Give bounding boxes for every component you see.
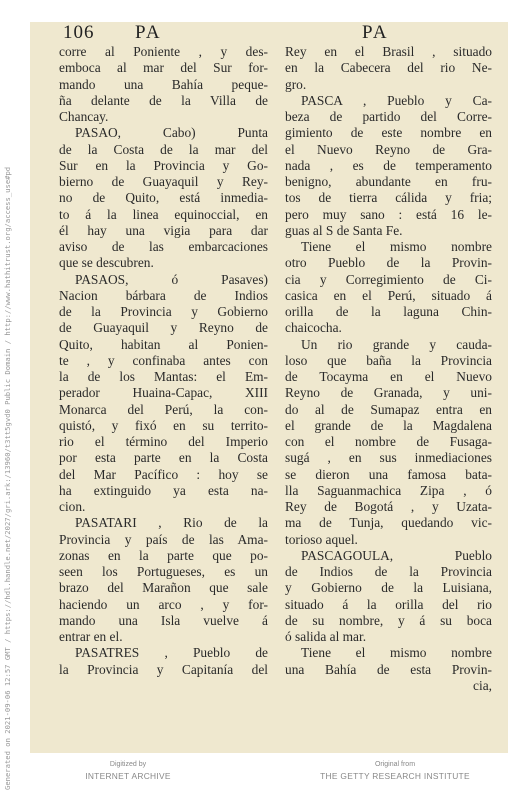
text-line: entrar en el. (59, 629, 123, 644)
text-line: quistó, y fixó en su territo- (59, 417, 268, 433)
text-line: PASAO, Cabo) Punta (75, 125, 268, 141)
text-line: PASATRES , Pueblo de (75, 645, 268, 661)
text-line: emboca al mar del Sur for- (59, 60, 268, 76)
text-line: do al de Sumapaz entra en (285, 401, 492, 417)
text-line: PASATARI , Rio de la (75, 515, 268, 531)
text-line: por esta parte en la Costa (59, 450, 268, 466)
hathitrust-sidebar (2, 166, 30, 790)
footer (0, 760, 510, 800)
text-line: de la Costa de la mar del (59, 141, 268, 157)
text-line: gimiento de este nombre en (285, 125, 492, 141)
text-line: él hay una vigia para dar (59, 222, 268, 238)
text-line: PASCAGOULA, Pueblo (301, 547, 492, 563)
text-line: guas al S de Santa Fe. (285, 222, 403, 238)
text-line: no de Quito, está inmedia- (59, 190, 268, 206)
text-line: una Bahía de esta Provin- (285, 661, 492, 677)
text-line: cia y Corregimiento de Ci- (285, 271, 492, 287)
text-line: cion. (59, 499, 86, 514)
text-line: aviso de las embarcaciones (59, 239, 268, 254)
text-line: con el nombre de Fusaga- (285, 434, 492, 449)
text-line: rio el término del Imperio (59, 434, 268, 449)
text-line: Tiene el mismo nombre (301, 239, 492, 254)
text-line: torioso aquel. (285, 531, 358, 547)
text-line: orilla de la laguna Chin- (285, 304, 492, 319)
text-line: y Gobierno de la Luisiana, (285, 580, 492, 596)
text-line: Un rio grande y cauda- (301, 336, 492, 352)
text-line: gro. (285, 76, 307, 92)
internet-archive-label: INTERNET ARCHIVE (85, 771, 171, 781)
text-line: nada , es de temperamento (285, 157, 492, 173)
right-column (285, 44, 492, 694)
text-line: loso que baña la Provincia (285, 352, 492, 368)
page-number: 106 (63, 22, 95, 43)
text-line: Tiene el mismo nombre (301, 645, 492, 661)
digitized-by-block (78, 760, 178, 782)
text-line: el grande de la Magdalena (285, 417, 492, 433)
text-line: se dieron una famosa bata- (285, 466, 492, 482)
text-line: el Nuevo Reyno de Gra- (285, 141, 492, 157)
text-line: de la Provincia y Gobierno (59, 304, 268, 319)
text-line: ña delante de la Villa de (59, 92, 268, 108)
text-line: te , y confinaba antes con (59, 352, 268, 368)
text-line: ma de Tunja, quedando vic- (285, 515, 492, 531)
text-line: pero muy sano : está 16 le- (285, 206, 492, 222)
text-line: cia, (473, 677, 492, 693)
text-line: del Mar Pacífico : hoy se (59, 466, 268, 482)
text-line: PASCA , Pueblo y Ca- (301, 92, 492, 108)
sidebar-text: Generated on 2021-09-06 12:57 GMT / https://hdl.handle.net/2027/gri.ark:/13960/t3tt5gvd0 Public Domain / http://www.hathitrust.org/access_use#pd (3, 166, 12, 790)
text-line: PASAOS, ó Pasaves) (75, 271, 268, 287)
text-line: sugá , en sus inmediaciones (285, 450, 492, 466)
text-line: Reyno de Granada, y uni- (285, 385, 492, 401)
text-line: situado á la orilla del rio (285, 596, 492, 612)
text-line: de Tocayma en el Nuevo (285, 369, 492, 384)
text-line: tos de tierra cálida y fria; (285, 190, 492, 206)
text-line: lla Saguanmachica Zipa , ó (285, 482, 492, 498)
text-line: Sur en la Provincia y Go- (59, 157, 268, 173)
text-line: de Guayaquil y Reyno de (59, 320, 268, 336)
text-line: beza de partido del Corre- (285, 109, 492, 124)
text-line: Monarca del Perú, la con- (59, 401, 268, 417)
text-line: mando una Isla vuelve á (59, 612, 268, 628)
left-column (59, 44, 268, 678)
text-line: to á la linea equinoccial, en (59, 206, 268, 222)
original-from-block (300, 760, 490, 782)
digitized-by-label: Digitized by (109, 761, 147, 768)
text-line: la Provincia y Capitanía del (59, 661, 268, 677)
text-line: de su nombre, y á su boca (285, 612, 492, 628)
text-line: Quito, habitan al Ponien- (59, 336, 268, 352)
text-line: seen los Portugueses, es un (59, 564, 268, 579)
text-line: perador Huaina-Capac, XIII (59, 385, 268, 401)
text-line: Rey de Bogotá , y Uzata- (285, 499, 492, 514)
text-line: Rey en el Brasil , situado (285, 44, 492, 59)
running-head-left: PA (135, 22, 162, 43)
text-line: en la Cabecera del rio Ne- (285, 60, 492, 76)
text-line: la de los Mantas: el Em- (59, 369, 268, 384)
text-line: Provincia y país de las Ama- (59, 531, 268, 547)
text-line: Nacion bárbara de Indios (59, 287, 268, 303)
text-line: corre al Poniente , y des- (59, 44, 268, 59)
text-line: ha extinguido ya esta na- (59, 482, 268, 498)
text-line: que se descubren. (59, 255, 154, 271)
text-line: de Indios de la Provincia (285, 564, 492, 579)
text-line: brazo del Marañon que sale (59, 580, 268, 596)
text-line: haciendo un arco , y for- (59, 596, 268, 612)
text-line: Chancay. (59, 109, 109, 124)
text-line: zonas en la parte que po- (59, 547, 268, 563)
running-head-right: PA (362, 22, 389, 43)
text-line: ó salida al mar. (285, 629, 367, 644)
text-line: casica en el Perú, situado á (285, 287, 492, 303)
text-line: otro Pueblo de la Provin- (285, 255, 492, 271)
text-line: mando una Bahía peque- (59, 76, 268, 92)
getty-label: THE GETTY RESEARCH INSTITUTE (320, 771, 470, 781)
text-line: chaicocha. (285, 320, 342, 336)
original-from-label: Original from (374, 761, 416, 768)
text-line: bierno de Guayaquil y Rey- (59, 174, 268, 189)
text-line: benigno, abundante en fru- (285, 174, 492, 189)
